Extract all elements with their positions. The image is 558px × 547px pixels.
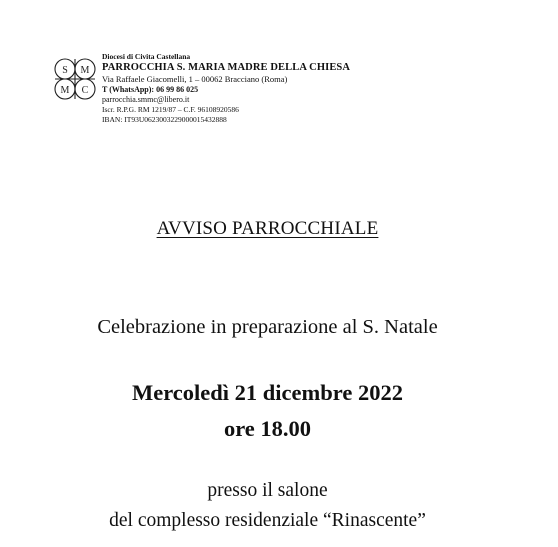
logo-letter: M: [60, 85, 70, 96]
logo-letter: C: [81, 85, 89, 96]
parish-address: Via Raffaele Giacomelli, 1 – 00062 Bracciano (Roma): [102, 74, 288, 84]
event-description: Celebrazione in preparazione al S. Natale: [97, 316, 438, 338]
parish-name: PARROCCHIA S. MARIA MADRE DELLA CHIESA: [102, 62, 351, 73]
event-venue-line-1: presso il salone: [207, 480, 328, 501]
letterhead: [52, 52, 472, 152]
event-date: Mercoledì 21 dicembre 2022: [132, 380, 403, 405]
event-time: ore 18.00: [223, 416, 312, 441]
registration-info: Iscr. R.P.G. RM 1219/87 – C.F. 96108920586: [102, 105, 239, 114]
notice-title: AVVISO PARROCCHIALE: [156, 218, 379, 239]
logo-letter: S: [62, 65, 68, 76]
parish-email: parrocchia.smmc@libero.it: [102, 95, 190, 104]
letterhead-text: [102, 52, 462, 125]
diocese-name: Diocesi di Civita Castellana: [102, 52, 191, 61]
parish-phone: T (WhatsApp): 06 99 86 025: [102, 85, 199, 94]
logo-letter: M: [80, 65, 90, 76]
parish-logo-icon: [52, 56, 98, 102]
iban: IBAN: IT93U0623003229000015432888: [102, 115, 227, 124]
event-venue-line-2: del complesso residenziale “Rinascente”: [109, 510, 426, 531]
